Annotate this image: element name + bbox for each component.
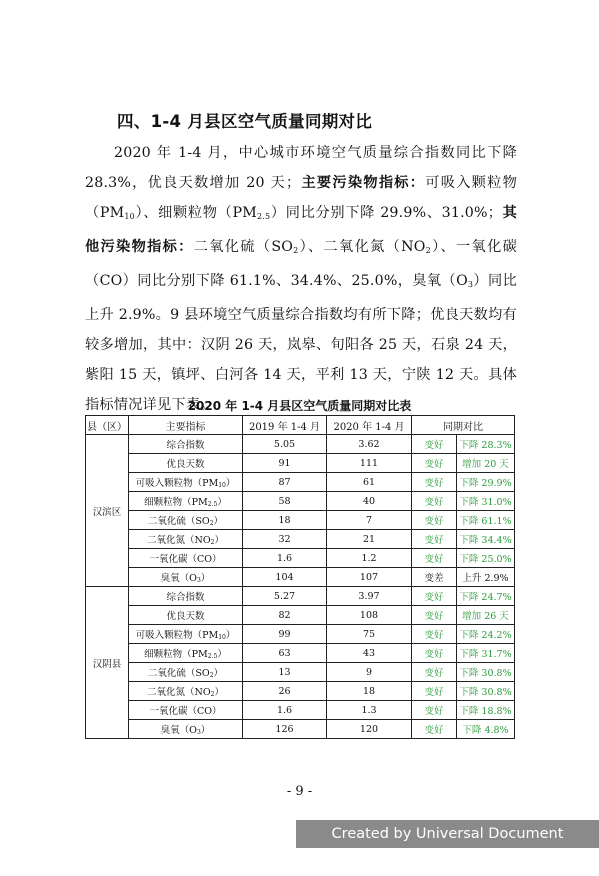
indicator-tail: ） xyxy=(200,725,211,736)
value-2020-cell: 3.62 xyxy=(327,435,412,454)
indicator-subscript: 2 xyxy=(209,672,214,679)
change-cell: 下降 30.8% xyxy=(457,682,515,701)
table-row xyxy=(86,549,515,568)
indicator-tail: ） xyxy=(214,535,224,546)
header-indicator: 主要指标 xyxy=(129,416,243,435)
trend-cell: 变好 xyxy=(412,454,457,473)
indicator-label: 二氧化硫（SO xyxy=(147,668,210,679)
summary-paragraph xyxy=(85,138,517,420)
value-2019-cell: 1.6 xyxy=(243,549,327,568)
value-2020-cell: 107 xyxy=(327,568,412,587)
trend-cell: 变好 xyxy=(412,530,457,549)
indicator-cell xyxy=(129,720,243,739)
table-title: 2020 年 1-4 月县区空气质量同期对比表 xyxy=(187,399,412,413)
indicator-label: 二氧化氮（NO xyxy=(147,535,211,546)
indicator-label: 二氧化氮（NO xyxy=(147,687,211,698)
indicator-label: 一氧化碳（CO） xyxy=(149,554,222,565)
value-2019-cell: 126 xyxy=(243,720,327,739)
table-row xyxy=(86,625,515,644)
page-number: - 9 - xyxy=(286,784,313,799)
change-cell: 下降 31.0% xyxy=(457,492,515,511)
indicator-cell xyxy=(129,473,243,492)
indicator-cell xyxy=(129,492,243,511)
table-row xyxy=(86,644,515,663)
header-county: 县（区） xyxy=(86,416,129,435)
change-cell: 上升 2.9% xyxy=(457,568,515,587)
value-2020-cell: 7 xyxy=(327,511,412,530)
trend-cell: 变差 xyxy=(412,568,457,587)
indicator-cell xyxy=(129,644,243,663)
indicator-label: 综合指数 xyxy=(166,592,205,603)
value-2020-cell: 9 xyxy=(327,663,412,682)
indicator-cell xyxy=(129,511,243,530)
value-2020-cell: 1.2 xyxy=(327,549,412,568)
value-2019-cell: 18 xyxy=(243,511,327,530)
indicator-label: 细颗粒物（PM xyxy=(144,649,208,660)
indicator-subscript: 10 xyxy=(218,482,226,489)
indicator-label: 综合指数 xyxy=(166,440,205,451)
table-row xyxy=(86,568,515,587)
trend-cell: 变好 xyxy=(412,473,457,492)
table-row xyxy=(86,473,515,492)
indicator-tail: ） xyxy=(225,478,236,489)
indicator-cell xyxy=(129,587,243,606)
so2-subscript: 2 xyxy=(293,246,299,255)
para-text: 2020 年 1-4 月，中心城市环境空气质量综合指数同比下降 28.3%，优良天数增加 20 天； xyxy=(85,145,517,191)
trend-cell: 变好 xyxy=(412,701,457,720)
para-text: ）、二氧化氮（NO xyxy=(298,239,426,255)
indicator-cell xyxy=(129,606,243,625)
indicator-cell xyxy=(129,663,243,682)
indicator-label: 细颗粒物（PM xyxy=(144,497,208,508)
indicator-tail: ） xyxy=(214,687,224,698)
indicator-tail: ） xyxy=(217,497,227,508)
table-row xyxy=(86,454,515,473)
indicator-label: 臭氧（O xyxy=(160,725,197,736)
change-cell: 下降 25.0% xyxy=(457,549,515,568)
value-2020-cell: 21 xyxy=(327,530,412,549)
value-2019-cell: 63 xyxy=(243,644,327,663)
value-2019-cell: 26 xyxy=(243,682,327,701)
indicator-subscript: 2 xyxy=(210,539,215,546)
header-2020: 2020 年 1-4 月 xyxy=(327,416,412,435)
trend-cell: 变好 xyxy=(412,549,457,568)
indicator-tail: ） xyxy=(200,573,211,584)
o3-subscript: 3 xyxy=(467,280,474,289)
value-2020-cell: 111 xyxy=(327,454,412,473)
para-bold-other-pollutants: 其他污染物指标： xyxy=(85,205,517,255)
value-2019-cell: 104 xyxy=(243,568,327,587)
indicator-tail: ） xyxy=(213,516,224,527)
indicator-label: 二氧化硫（SO xyxy=(147,516,210,527)
value-2020-cell: 1.3 xyxy=(327,701,412,720)
trend-cell: 变好 xyxy=(412,663,457,682)
change-cell: 下降 61.1% xyxy=(457,511,515,530)
change-cell: 下降 4.8% xyxy=(457,720,515,739)
indicator-label: 优良天数 xyxy=(166,459,205,470)
value-2020-cell: 40 xyxy=(327,492,412,511)
table-header-row xyxy=(86,416,515,435)
value-2019-cell: 91 xyxy=(243,454,327,473)
pm10-subscript: 10 xyxy=(124,212,135,221)
indicator-tail: ） xyxy=(225,630,236,641)
change-cell: 增加 20 天 xyxy=(457,454,515,473)
converter-watermark: Created by Universal Document Converter xyxy=(296,820,599,848)
indicator-cell xyxy=(129,549,243,568)
value-2019-cell: 82 xyxy=(243,606,327,625)
table-row xyxy=(86,720,515,739)
value-2020-cell: 18 xyxy=(327,682,412,701)
air-quality-table xyxy=(85,415,515,739)
value-2019-cell: 58 xyxy=(243,492,327,511)
para-text: ）、一氧化碳（CO）同比分别下降 61.1%、34.4%、25.0%，臭氧（O xyxy=(85,239,517,289)
trend-cell: 变好 xyxy=(412,720,457,739)
value-2020-cell: 3.97 xyxy=(327,587,412,606)
value-2020-cell: 120 xyxy=(327,720,412,739)
table-row xyxy=(86,492,515,511)
section-heading: 四、1-4 月县区空气质量同期对比 xyxy=(117,112,373,131)
indicator-subscript: 3 xyxy=(196,729,201,736)
indicator-label: 优良天数 xyxy=(166,611,205,622)
indicator-subscript: 2 xyxy=(210,691,215,698)
indicator-cell xyxy=(129,625,243,644)
indicator-subscript: 10 xyxy=(218,634,226,641)
indicator-cell xyxy=(129,568,243,587)
table-row xyxy=(86,511,515,530)
trend-cell: 变好 xyxy=(412,587,457,606)
table-row xyxy=(86,530,515,549)
para-text: ）同比分别下降 29.9%、31.0%； xyxy=(270,205,503,221)
table-row xyxy=(86,587,515,606)
trend-cell: 变好 xyxy=(412,492,457,511)
indicator-cell xyxy=(129,682,243,701)
header-2019: 2019 年 1-4 月 xyxy=(243,416,327,435)
change-cell: 下降 24.7% xyxy=(457,587,515,606)
no2-subscript: 2 xyxy=(425,246,431,255)
trend-cell: 变好 xyxy=(412,435,457,454)
table-row xyxy=(86,663,515,682)
indicator-tail: ） xyxy=(213,668,224,679)
para-text: ）同比上升 2.9%。9 县环境空气质量综合指数均有所下降；优良天数均有较多增加，其中：汉阴 26 天，岚皋、旬阳各 25 天，石泉 24 天，紫阳 15 天，镇坪、白河各 14 天，平利 13 天，宁陕 12 天。具体指标情况详见下表。 xyxy=(85,273,517,413)
value-2019-cell: 99 xyxy=(243,625,327,644)
indicator-cell xyxy=(129,701,243,720)
change-cell: 下降 18.8% xyxy=(457,701,515,720)
value-2019-cell: 87 xyxy=(243,473,327,492)
table-row xyxy=(86,682,515,701)
value-2019-cell: 1.6 xyxy=(243,701,327,720)
value-2020-cell: 43 xyxy=(327,644,412,663)
change-cell: 下降 31.7% xyxy=(457,644,515,663)
indicator-subscript: 2.5 xyxy=(207,653,218,660)
indicator-cell xyxy=(129,454,243,473)
table-row xyxy=(86,606,515,625)
trend-cell: 变好 xyxy=(412,625,457,644)
change-cell: 下降 30.8% xyxy=(457,663,515,682)
table-row xyxy=(86,435,515,454)
table-body xyxy=(86,435,515,739)
indicator-label: 臭氧（O xyxy=(160,573,197,584)
para-text: 二氧化硫（SO xyxy=(193,239,294,255)
value-2019-cell: 13 xyxy=(243,663,327,682)
value-2020-cell: 108 xyxy=(327,606,412,625)
value-2019-cell: 32 xyxy=(243,530,327,549)
para-text: ）、细颗粒物（PM xyxy=(134,205,257,221)
trend-cell: 变好 xyxy=(412,644,457,663)
indicator-label: 一氧化碳（CO） xyxy=(149,706,222,717)
indicator-label: 可吸入颗粒物（PM xyxy=(135,478,219,489)
change-cell: 下降 34.4% xyxy=(457,530,515,549)
table-row xyxy=(86,701,515,720)
indicator-tail: ） xyxy=(217,649,227,660)
change-cell: 下降 29.9% xyxy=(457,473,515,492)
trend-cell: 变好 xyxy=(412,682,457,701)
indicator-subscript: 2.5 xyxy=(207,501,218,508)
header-comparison: 同期对比 xyxy=(412,416,515,435)
value-2019-cell: 5.27 xyxy=(243,587,327,606)
change-cell: 下降 24.2% xyxy=(457,625,515,644)
para-text: 可吸入颗粒物（PM xyxy=(85,175,518,221)
pm25-subscript: 2.5 xyxy=(257,212,271,221)
trend-cell: 变好 xyxy=(412,606,457,625)
county-cell: 汉滨区 xyxy=(86,435,129,587)
indicator-subscript: 3 xyxy=(196,577,201,584)
change-cell: 下降 28.3% xyxy=(457,435,515,454)
indicator-cell xyxy=(129,530,243,549)
change-cell: 增加 26 天 xyxy=(457,606,515,625)
indicator-cell xyxy=(129,435,243,454)
value-2020-cell: 61 xyxy=(327,473,412,492)
indicator-label: 可吸入颗粒物（PM xyxy=(135,630,219,641)
county-cell: 汉阴县 xyxy=(86,587,129,739)
trend-cell: 变好 xyxy=(412,511,457,530)
indicator-subscript: 2 xyxy=(209,520,214,527)
value-2020-cell: 75 xyxy=(327,625,412,644)
value-2019-cell: 5.05 xyxy=(243,435,327,454)
para-bold-main-pollutants: 主要污染物指标： xyxy=(300,175,426,191)
